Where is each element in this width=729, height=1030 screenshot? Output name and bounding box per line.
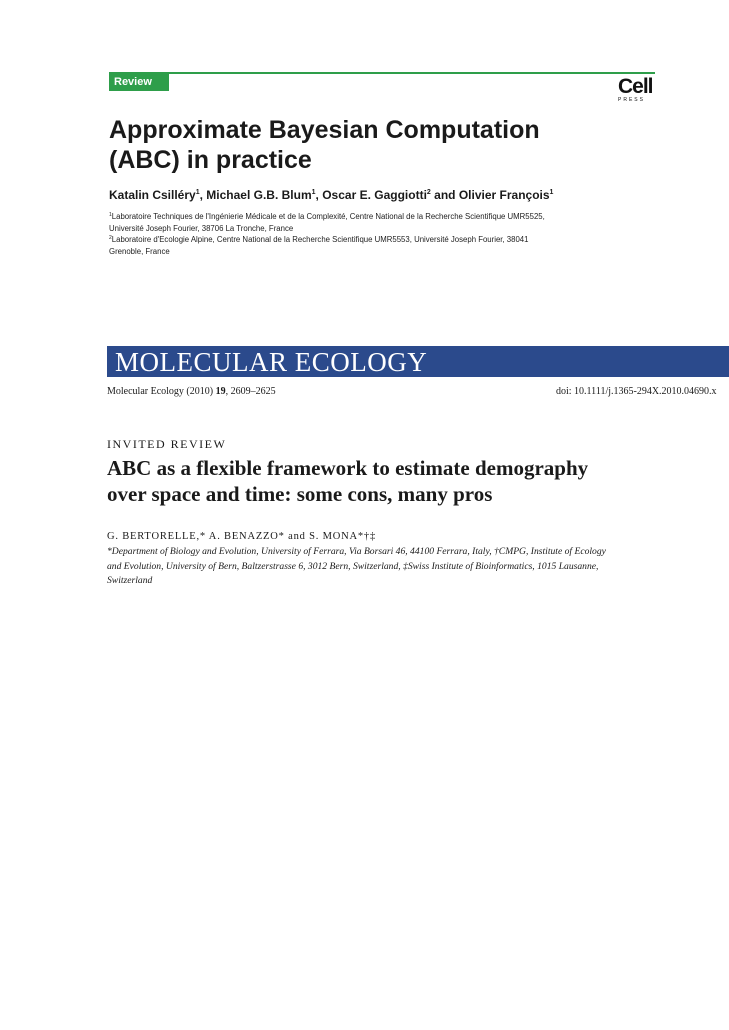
journal-banner-title: MOLECULAR ECOLOGY (115, 347, 428, 377)
affiliation-line: Grenoble, France (109, 246, 170, 256)
affiliation-sup: 1 (109, 212, 112, 218)
me-affiliation-line: and Evolution, University of Bern, Baltzerstrasse 6, 3012 Bern, Switzerland, ‡Swiss Institute of Bioinformatics, 1015 Lausanne, (107, 560, 599, 572)
me-affiliation-line: *Department of Biology and Evolution, University of Ferrara, Via Borsari 46, 44100 Ferrara, Italy, †CMPG, Institute of Ecology (107, 546, 606, 557)
citation-prefix: Molecular Ecology (2010) (107, 386, 216, 397)
cell-author-sup: 1 (549, 189, 554, 196)
journal-banner (107, 346, 729, 377)
journal-citation (107, 386, 276, 398)
citation-volume: 19 (215, 386, 226, 397)
me-article-title (107, 455, 717, 507)
article-doi: doi: 10.1111/j.1365-294X.2010.04690.x (556, 386, 717, 397)
cell-logo-word: Cell (618, 75, 653, 98)
cell-author-name: Olivier François (458, 188, 550, 202)
cell-article-title (109, 115, 649, 175)
me-affiliation-line: Switzerland (107, 575, 153, 586)
affiliation-sup: 2 (109, 235, 112, 241)
cell-affiliation-2 (109, 234, 669, 257)
review-section-tag: Review (109, 74, 169, 91)
cell-author-sep: , (315, 188, 323, 202)
affiliation-line: Université Joseph Fourier, 38706 La Tronche, France (109, 223, 294, 233)
cell-author-list (109, 188, 669, 203)
cell-author-sup: 1 (195, 189, 200, 196)
cell-author-sep: , (199, 188, 207, 202)
me-title-line-1: ABC as a flexible framework to estimate demography (107, 456, 589, 480)
me-title-line-2: over space and time: some cons, many pros (107, 482, 493, 506)
cell-author-name: Michael G.B. Blum (206, 188, 312, 202)
cell-author-sup: 1 (311, 189, 316, 196)
cell-author-name: Katalin Csilléry (109, 188, 196, 202)
cell-press-logo (618, 76, 656, 104)
affiliation-line: Laboratoire d'Ecologie Alpine, Centre National de la Recherche Scientifique UMR5553, Université Joseph Fourier, 38041 (111, 235, 529, 244)
cell-title-line-2: (ABC) in practice (109, 146, 312, 174)
me-affiliations (107, 545, 729, 593)
cell-header-rule (109, 72, 655, 74)
cell-author-name: Oscar E. Gaggiotti (322, 188, 427, 202)
citation-pages: , 2609–2625 (225, 386, 276, 397)
me-author-list: G. BERTORELLE,* A. BENAZZO* and S. MONA*†‡ (107, 531, 377, 542)
article-section-label: INVITED REVIEW (107, 437, 227, 451)
cell-logo-press: PRESS (618, 97, 645, 103)
cell-title-line-1: Approximate Bayesian Computation (109, 116, 540, 144)
cell-affiliations (109, 211, 669, 257)
cell-affiliation-1 (109, 211, 669, 234)
cell-author-sep: and (430, 188, 459, 202)
affiliation-line: Laboratoire Techniques de l'Ingénierie Médicale et de la Complexité, Centre National de la Recherche Scientifique UMR5525, (111, 212, 545, 221)
cell-author-sup: 2 (426, 189, 431, 196)
